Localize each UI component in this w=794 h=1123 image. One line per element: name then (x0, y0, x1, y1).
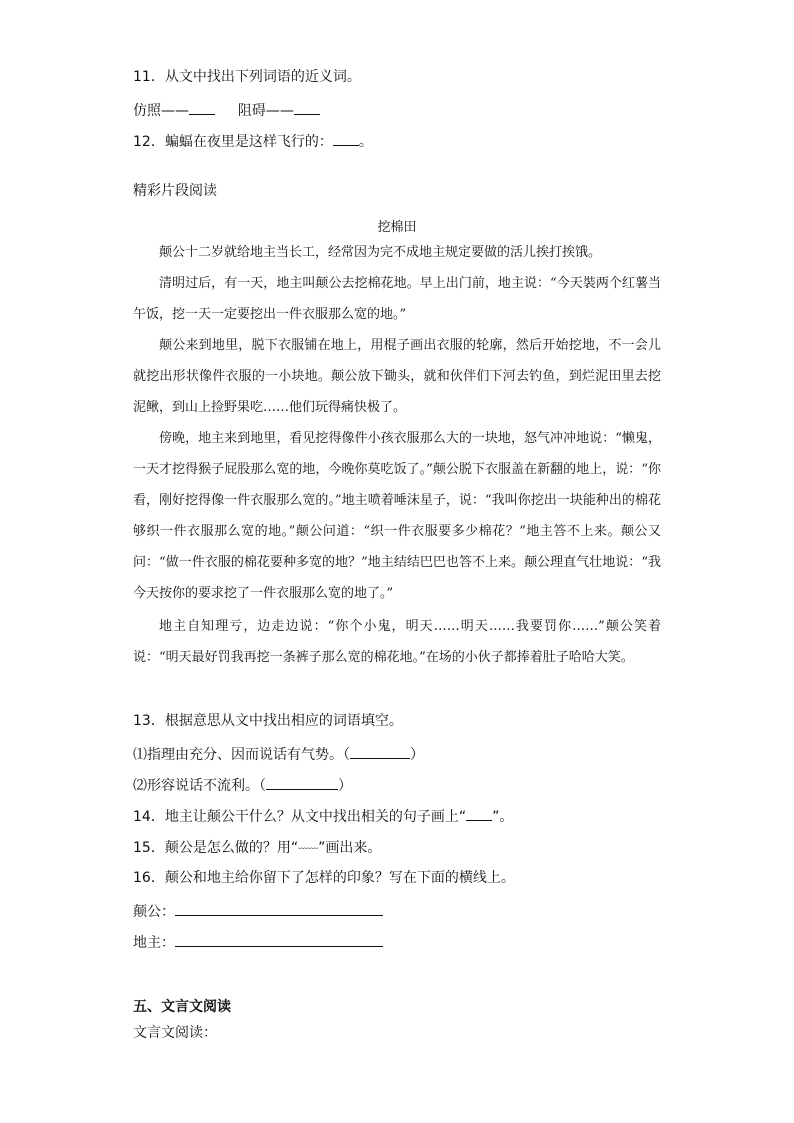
q13-blank-2[interactable] (266, 775, 338, 790)
question-16-answer-1: 颠公： (133, 901, 383, 921)
question-13: 13．根据意思从文中找出相应的词语填空。 (133, 713, 403, 729)
story-paragraph-3: 颠公来到地里，脱下衣服铺在地上，用棍子画出衣服的轮廓，然后开始挖地，不一会儿就挖出形状像件衣服的一小块地。颠公放下锄头，就和伙伴们下河去钓鱼，到烂泥田里去挖泥鳅，到山上捡野果吃……他们玩得痛快极了。 (133, 338, 661, 415)
section-label: 精彩片段阅读 (133, 183, 217, 199)
q11-item-1: 仿照—— (133, 103, 189, 119)
q11-item-2: 阻碍—— (237, 103, 294, 119)
question-14: 14．地主让颠公干什么？从文中找出相关的句子画上“ ”。 (133, 806, 513, 826)
question-16-answer-2: 地主： (133, 932, 383, 952)
question-15: 15．颠公是怎么做的？用“﹏﹏”画出来。 (133, 840, 382, 856)
question-11-items (133, 100, 320, 120)
story-title: 挖棉田 (377, 220, 417, 235)
question-16: 16．颠公和地主给你留下了怎样的印象？写在下面的横线上。 (133, 870, 515, 886)
section-5-subheading: 文言文阅读： (133, 1025, 217, 1041)
question-13-sub-1: ⑴指理由充分、因而说话有气势。（ ） (133, 744, 424, 764)
wavy-line-sample: ﹏﹏ (298, 840, 319, 851)
question-13-sub-2: ⑵形容说话不流利。（ ） (133, 775, 352, 795)
q11-blank-1[interactable] (189, 100, 215, 115)
story-paragraph-4: 傍晚，地主来到地里，看见挖得像件小孩衣服那么大的一块地，怒气冲冲地说：“懒鬼，一天才挖得猴子屁股那么宽的地，今晚你莫吃饭了。”颠公脱下衣服盖在新翻的地上，说：“你看，刚好挖得像一件衣服那么宽的。”地主喷着唾沫星子，说：“我叫你挖出一块能种出的棉花够织一件衣服那么宽的地。”颠公问道：“织一件衣服要多少棉花？”地主答不上来。颠公又问：“做一件衣服的棉花要种多宽的地？”地主结结巴巴也答不上来。颠公理直气壮地说：“我今天按你的要求挖了一件衣服那么宽的地了。” (133, 431, 661, 601)
section-5-heading: 五、文言文阅读 (133, 999, 231, 1015)
q12-blank[interactable] (333, 131, 359, 146)
q16-answer-line-2[interactable] (175, 932, 383, 947)
q13-blank-1[interactable] (350, 744, 410, 759)
q14-underline-sample (466, 806, 492, 821)
story-paragraph-1: 颠公十二岁就给地主当长工，经常因为完不成地主规定要做的活儿挨打挨饿。 (159, 245, 602, 260)
q16-answer-line-1[interactable] (175, 901, 383, 916)
q11-blank-2[interactable] (294, 100, 320, 115)
story-paragraph-5: 地主自知理亏，边走边说：“你个小鬼，明天……明天……我要罚你……”颠公笑着说：“明天最好罚我再挖一条裤子那么宽的棉花地。”在场的小伙子都捧着肚子哈哈大笑。 (133, 619, 661, 665)
question-12: 12．蝙蝠在夜里是这样飞行的： 。 (133, 131, 373, 151)
story-paragraph-2: 清明过后，有一天，地主叫颠公去挖棉花地。早上出门前，地主说：“今天裝两个红薯当午饭，挖一天一定要挖出一件衣服那么宽的地。” (133, 276, 661, 322)
question-11: 11．从文中找出下列词语的近义词。 (133, 69, 361, 85)
